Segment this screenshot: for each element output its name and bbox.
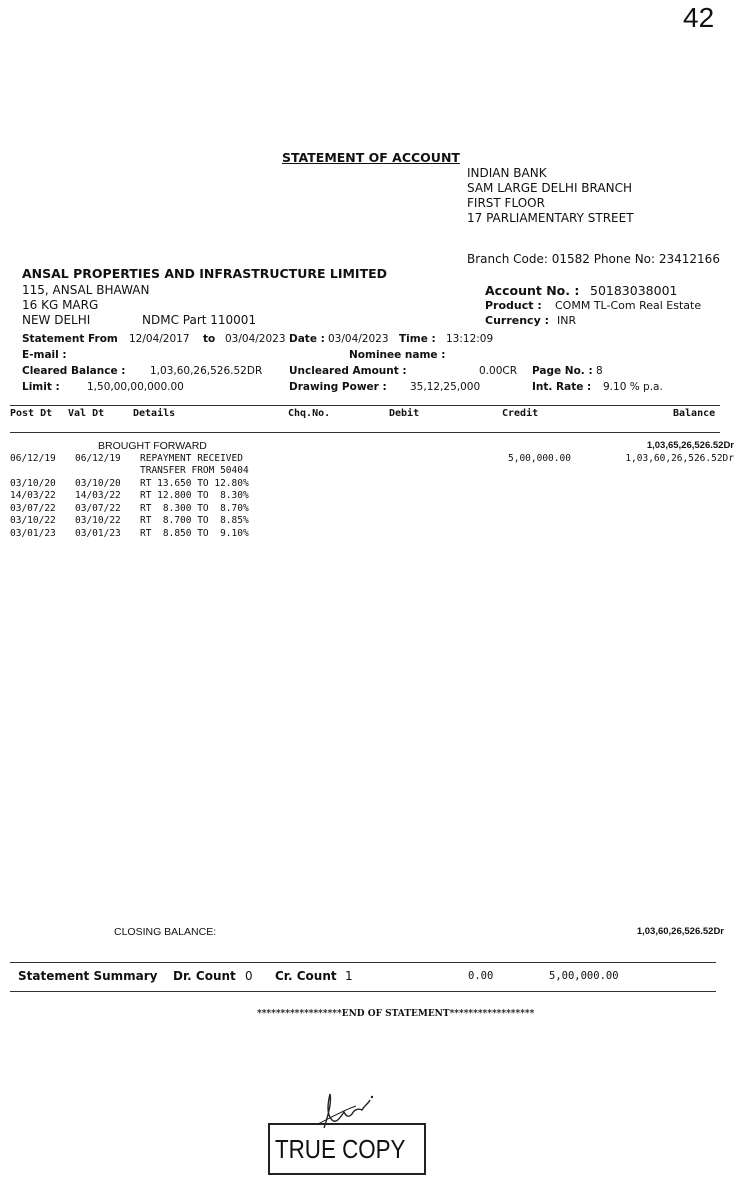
cr-count-label: Cr. Count <box>275 969 337 983</box>
col-post-dt: Post Dt <box>10 408 53 419</box>
cleared-balance-label: Cleared Balance : <box>22 365 126 377</box>
customer-address-1: 115, ANSAL BHAWAN <box>22 283 150 297</box>
header-top-rule <box>10 405 720 406</box>
time-value: 13:12:09 <box>446 333 494 345</box>
bank-name: INDIAN BANK <box>467 166 547 180</box>
col-debit: Debit <box>389 408 420 419</box>
col-credit: Credit <box>502 408 539 419</box>
row-0-balance: 1,03,60,26,526.52Dr <box>625 453 734 464</box>
row-0-details: REPAYMENT RECEIVED <box>140 453 243 464</box>
statement-from: 12/04/2017 <box>129 333 190 345</box>
closing-balance-amount: 1,03,60,26,526.52Dr <box>636 926 724 937</box>
row-2-val-dt: 03/10/20 <box>75 478 121 489</box>
int-rate: 9.10 % p.a. <box>603 381 663 393</box>
page-no: 8 <box>596 365 603 377</box>
customer-address-2: 16 KG MARG <box>22 298 99 312</box>
end-of-statement: ******************END OF STATEMENT****************** <box>257 1009 535 1019</box>
summary-credit-total: 5,00,000.00 <box>549 970 619 982</box>
closing-balance-label: CLOSING BALANCE: <box>114 926 217 938</box>
limit-label: Limit : <box>22 381 60 393</box>
row-5-details: RT 8.700 TO 8.85% <box>140 515 249 526</box>
statement-to: 03/04/2023 <box>225 333 286 345</box>
row-0-post-dt: 06/12/19 <box>10 453 56 464</box>
row-4-val-dt: 03/07/22 <box>75 503 121 514</box>
summary-top-rule <box>10 962 716 963</box>
bank-floor: FIRST FLOOR <box>467 196 545 210</box>
date-value: 03/04/2023 <box>328 333 389 345</box>
page-no-label: Page No. : <box>532 365 593 377</box>
row-4-post-dt: 03/07/22 <box>10 503 56 514</box>
row-5-val-dt: 03/10/22 <box>75 515 121 526</box>
customer-area: NDMC Part 110001 <box>142 313 257 327</box>
nominee-label: Nominee name : <box>349 349 446 361</box>
customer-name: ANSAL PROPERTIES AND INFRASTRUCTURE LIMITED <box>22 266 388 281</box>
brought-forward-label: BROUGHT FORWARD <box>98 440 207 452</box>
row-0-val-dt: 06/12/19 <box>75 453 121 464</box>
drawing-power-label: Drawing Power : <box>289 381 387 393</box>
limit-value: 1,50,00,00,000.00 <box>87 381 184 393</box>
true-copy-text: TRUE COPY <box>275 1134 406 1164</box>
uncleared-amount: 0.00CR <box>479 365 518 377</box>
row-4-details: RT 8.300 TO 8.70% <box>140 503 249 514</box>
row-6-post-dt: 03/01/23 <box>10 528 56 539</box>
row-3-details: RT 12.800 TO 8.30% <box>140 490 249 501</box>
brought-forward-amount: 1,03,65,26,526.52Dr <box>646 440 734 451</box>
int-rate-label: Int. Rate : <box>532 381 592 393</box>
customer-city: NEW DELHI <box>22 313 91 327</box>
summary-debit-total: 0.00 <box>468 970 494 982</box>
row-3-val-dt: 14/03/22 <box>75 490 121 501</box>
account-number-label: Account No. : <box>485 283 580 298</box>
drawing-power: 35,12,25,000 <box>410 381 481 393</box>
email-label: E-mail : <box>22 349 67 361</box>
currency-value: INR <box>557 314 577 327</box>
row-2-post-dt: 03/10/20 <box>10 478 56 489</box>
row-2-details: RT 13.650 TO 12.80% <box>140 478 249 489</box>
currency-label: Currency : <box>485 314 549 327</box>
statement-title: STATEMENT OF ACCOUNT <box>282 150 460 165</box>
row-6-details: RT 8.850 TO 9.10% <box>140 528 249 539</box>
col-details: Details <box>133 408 176 419</box>
uncleared-label: Uncleared Amount : <box>289 365 407 377</box>
row-6-val-dt: 03/01/23 <box>75 528 121 539</box>
branch-code-phone: Branch Code: 01582 Phone No: 23412166 <box>467 252 720 266</box>
cleared-balance: 1,03,60,26,526.52DR <box>150 365 263 377</box>
cr-count: 1 <box>345 969 353 983</box>
bank-branch: SAM LARGE DELHI BRANCH <box>467 181 632 195</box>
row-0-credit: 5,00,000.00 <box>508 453 571 464</box>
statement-to-label: to <box>203 333 216 345</box>
col-val-dt: Val Dt <box>68 408 105 419</box>
time-label: Time : <box>399 333 436 345</box>
dr-count: 0 <box>245 969 253 983</box>
dr-count-label: Dr. Count <box>173 969 236 983</box>
header-bottom-rule <box>10 432 720 433</box>
row-5-post-dt: 03/10/22 <box>10 515 56 526</box>
row-3-post-dt: 14/03/22 <box>10 490 56 501</box>
date-label: Date : <box>289 333 325 345</box>
statement-from-label: Statement From <box>22 333 118 345</box>
col-chq-no: Chq.No. <box>288 408 331 419</box>
bank-street: 17 PARLIAMENTARY STREET <box>467 211 634 225</box>
summary-label: Statement Summary <box>18 969 158 983</box>
col-balance: Balance <box>673 408 716 419</box>
account-number: 50183038001 <box>590 283 678 298</box>
summary-bottom-rule <box>10 991 716 992</box>
row-1-details: TRANSFER FROM 50404 <box>140 465 249 476</box>
product-value: COMM TL-Com Real Estate <box>555 299 702 312</box>
page-number: 42 <box>683 2 715 33</box>
product-label: Product : <box>485 299 542 312</box>
